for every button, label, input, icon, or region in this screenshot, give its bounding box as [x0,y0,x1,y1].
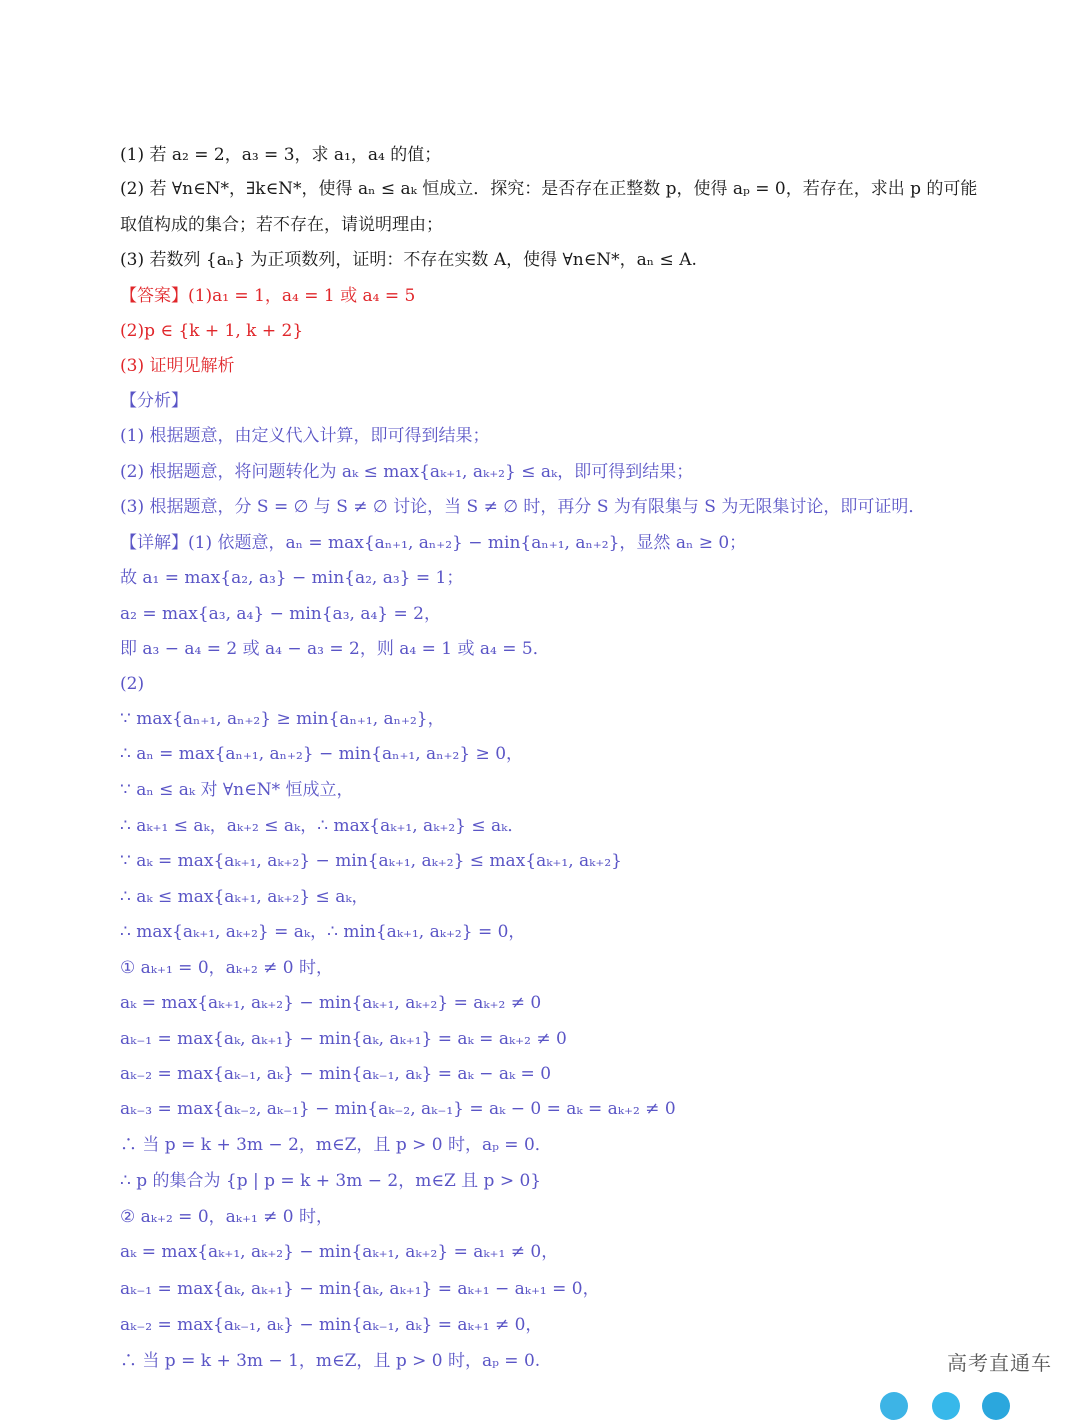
decorative-circle-icon [880,1392,908,1420]
analysis-line: (2) 根据题意，将问题转化为 aₖ ≤ max{aₖ₊₁, aₖ₊₂} ≤ aₖ，即可得到结果； [120,462,694,482]
analysis-line: (3) 根据题意，分 S = ∅ 与 S ≠ ∅ 讨论，当 S ≠ ∅ 时，再分 S 为有限集与 S 为无限集讨论，即可证明． [120,497,926,517]
question-part-1: (1) 若 a₂ = 2，a₃ = 3，求 a₁，a₄ 的值； [120,145,442,165]
answer-part-1: 【答案】(1)a₁ = 1，a₄ = 1 或 a₄ = 5 [120,286,416,306]
question-part-2: (2) 若 ∀n∈N*，∃k∈N*，使得 aₙ ≤ aₖ 恒成立．探究：是否存在正整数 p，使得 aₚ = 0，若存在，求出 p 的可能 [120,179,978,199]
watermark-text: 高考直通车 [947,1351,1052,1375]
detail-line: aₖ₋₂ = max{aₖ₋₁, aₖ} − min{aₖ₋₁, aₖ} = aₖ₊₁ ≠ 0， [120,1315,543,1335]
detail-line: ∴ aₖ ≤ max{aₖ₊₁, aₖ₊₂} ≤ aₖ， [120,887,369,907]
detail-line: a₂ = max{a₃, a₄} − min{a₃, a₄} = 2， [120,604,441,624]
detail-line: ∵ max{aₙ₊₁, aₙ₊₂} ≥ min{aₙ₊₁, aₙ₊₂}， [120,709,445,729]
detail-line: 【详解】(1) 依题意，aₙ = max{aₙ₊₁, aₙ₊₂} − min{aₙ₊₁, aₙ₊₂}，显然 aₙ ≥ 0； [120,533,747,553]
detail-line: ∴ aₙ = max{aₙ₊₁, aₙ₊₂} − min{aₙ₊₁, aₙ₊₂} ≥ 0， [120,744,524,764]
detail-line: aₖ = max{aₖ₊₁, aₖ₊₂} − min{aₖ₊₁, aₖ₊₂} = aₖ₊₂ ≠ 0 [120,993,542,1013]
detail-line: aₖ₋₂ = max{aₖ₋₁, aₖ} − min{aₖ₋₁, aₖ} = aₖ − aₖ = 0 [120,1064,552,1084]
detail-line: aₖ₋₁ = max{aₖ, aₖ₊₁} − min{aₖ, aₖ₊₁} = aₖ₊₁ − aₖ₊₁ = 0， [120,1279,600,1299]
analysis-heading: 【分析】 [120,391,188,411]
answer-part-2: (2)p ∈ {k + 1, k + 2} [120,321,304,341]
detail-line: 即 a₃ − a₄ = 2 或 a₄ − a₃ = 2，则 a₄ = 1 或 a₄ = 5． [120,639,550,659]
analysis-line: (1) 根据题意，由定义代入计算，即可得到结果； [120,426,490,446]
answer-part-3: (3) 证明见解析 [120,356,235,376]
detail-line: 故 a₁ = max{a₂, a₃} − min{a₂, a₃} = 1； [120,568,464,588]
detail-line: ∴ max{aₖ₊₁, aₖ₊₂} = aₖ，∴ min{aₖ₊₁, aₖ₊₂} = 0， [120,922,526,942]
detail-line: aₖ = max{aₖ₊₁, aₖ₊₂} − min{aₖ₊₁, aₖ₊₂} = aₖ₊₁ ≠ 0， [120,1242,559,1262]
detail-line: ∴ 当 p = k + 3m − 1，m∈Z，且 p > 0 时，aₚ = 0. [120,1351,541,1371]
detail-line: ① aₖ₊₁ = 0，aₖ₊₂ ≠ 0 时， [120,958,334,978]
question-part-2-cont: 取值构成的集合；若不存在，请说明理由； [120,215,443,235]
decorative-circle-icon [982,1392,1010,1420]
detail-line: ∵ aₙ ≤ aₖ 对 ∀n∈N* 恒成立， [120,780,354,800]
question-part-3: (3) 若数列 {aₙ} 为正项数列，证明：不存在实数 A，使得 ∀n∈N*，aₙ ≤ A. [120,250,697,270]
detail-line: ∵ aₖ = max{aₖ₊₁, aₖ₊₂} − min{aₖ₊₁, aₖ₊₂} ≤ max{aₖ₊₁, aₖ₊₂} [120,851,622,871]
detail-line: aₖ₋₁ = max{aₖ, aₖ₊₁} − min{aₖ, aₖ₊₁} = aₖ = aₖ₊₂ ≠ 0 [120,1029,567,1049]
detail-line: ∴ p 的集合为 {p | p = k + 3m − 2，m∈Z 且 p > 0} [120,1171,542,1191]
detail-line: (2) [120,674,145,694]
detail-line: ∴ 当 p = k + 3m − 2，m∈Z，且 p > 0 时，aₚ = 0． [120,1135,552,1155]
detail-line: aₖ₋₃ = max{aₖ₋₂, aₖ₋₁} − min{aₖ₋₂, aₖ₋₁} = aₖ − 0 = aₖ = aₖ₊₂ ≠ 0 [120,1099,676,1119]
detail-line: ∴ aₖ₊₁ ≤ aₖ，aₖ₊₂ ≤ aₖ，∴ max{aₖ₊₁, aₖ₊₂} ≤ aₖ． [120,816,525,836]
detail-line: ② aₖ₊₂ = 0，aₖ₊₁ ≠ 0 时， [120,1207,334,1227]
decorative-circle-icon [932,1392,960,1420]
